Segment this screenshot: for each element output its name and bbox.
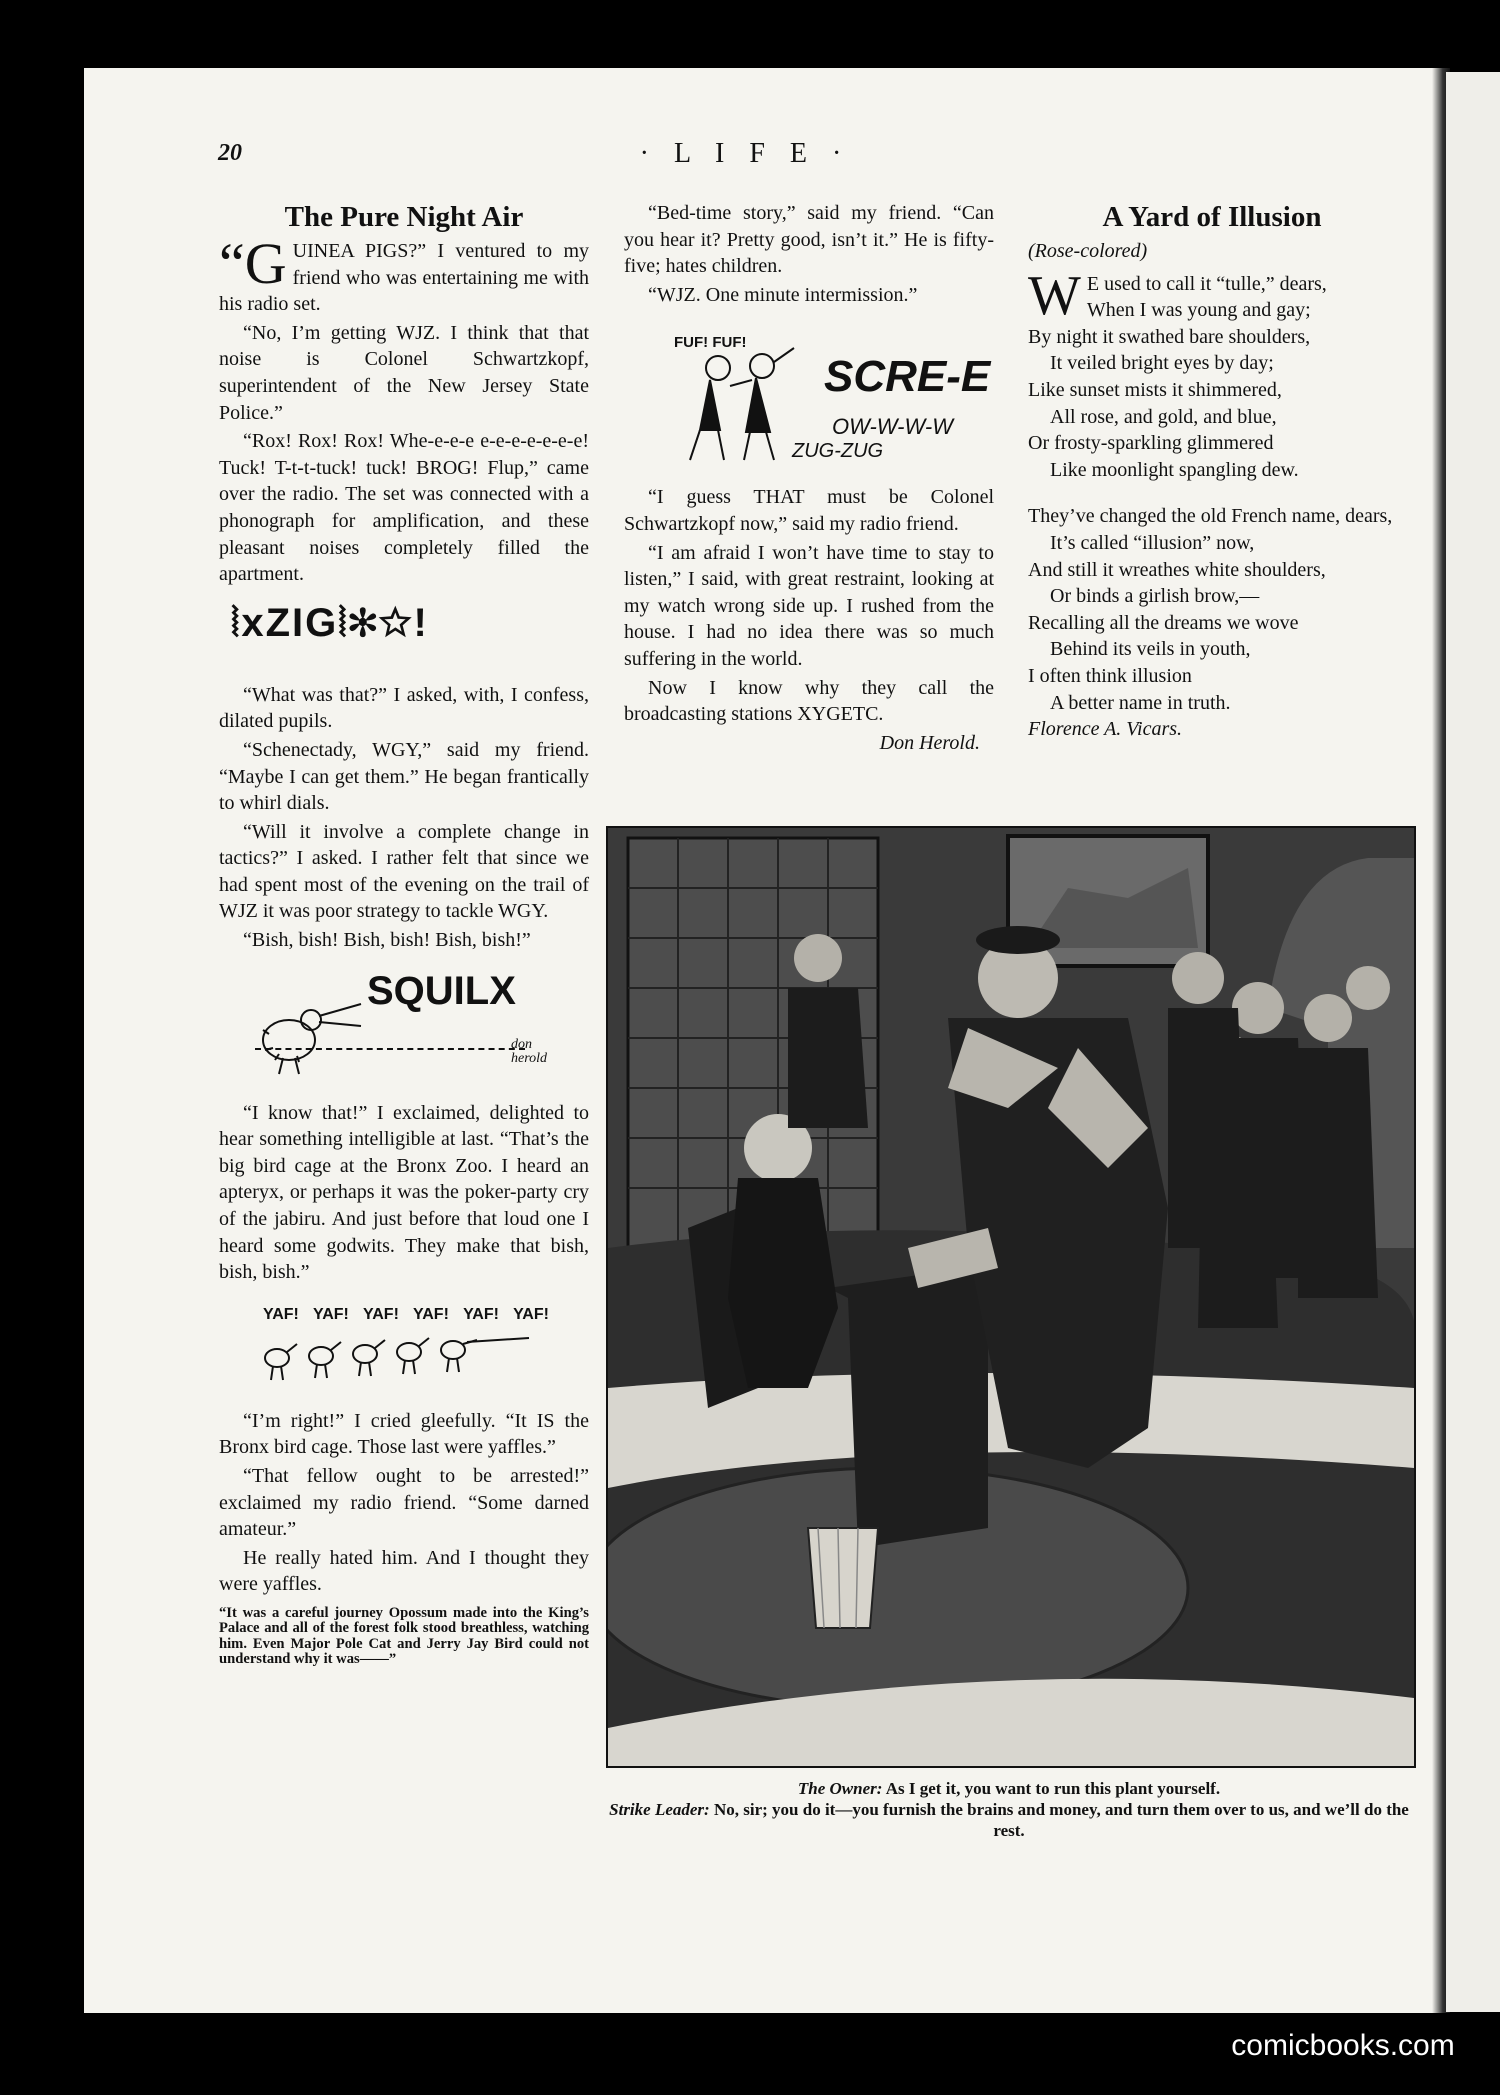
paragraph: “GUINEA PIGS?” I ventured to my friend who was entertaining me with his radio set. xyxy=(219,231,589,316)
paragraph: “I know that!” I exclaimed, delighted to hear something intelligible at last. “That’s the big bird cage at the Bronx Zoo. I heard an apteryx, or perhaps it was the poker-party cry of the jabiru. And just before that loud one I heard some godwits. They make that bish, bish, bish.” xyxy=(219,1101,589,1284)
scree-doodle: FUF! FUF! SCRE-E OW-W-W-W ZUG-ZUG xyxy=(624,322,994,472)
strike-cartoon-illustration xyxy=(606,826,1416,1768)
dashed-line xyxy=(255,1048,525,1050)
paragraph: “Bish, bish! Bish, bish! Bish, bish!” xyxy=(243,929,531,952)
paragraph: “What was that?” I asked, with, I confess, dilated pupils. xyxy=(219,683,589,733)
paragraph: “I’m right!” I cried gleefully. “It IS the Bronx bird cage. Those last were yaffles.” xyxy=(219,1409,589,1459)
bird-icon xyxy=(249,982,379,1082)
drop-cap: W xyxy=(1028,264,1081,327)
paragraph: “Will it involve a complete change in tactics?” I asked. I rather felt that since we had spent most of the evening on the trail of WJZ it was poor strategy to tackle WGY. xyxy=(219,820,589,923)
paragraph: “No, I’m getting WJZ. I think that that noise is Colonel Schwartzkopf, superintendent of the New Jersey State Police.” xyxy=(219,321,589,424)
column-pure-night-air xyxy=(219,200,589,1668)
paragraph: “I guess THAT must be Colonel Schwartzkopf now,” said my radio friend. xyxy=(624,486,994,535)
poem-subtitle: (Rose-colored) xyxy=(1028,240,1148,262)
zig-doodle: ⦚xZIG⦚✻☆! xyxy=(231,600,429,645)
stanza-2: They’ve changed the old French name, dears, It’s called “illusion” now, And still it wreathes white shoulders, Or binds a girlish brow,— Recalling all the dreams we wove Behind its veils in youth, I often think illusion A better name in truth. Florence A. Vicars. xyxy=(1028,503,1396,742)
next-page-edge xyxy=(1446,72,1500,2012)
paragraph: “WJZ. One minute intermission.” xyxy=(648,283,918,306)
stanza-1: W E used to call it “tulle,” dears, When I was young and gay; By night it swathed bare shoulders, It veiled bright eyes by day; Like sunset mists it shimmered, All rose, and gold, and blue, Or frosty-sparkling glimmered Like moonlight spangling dew. xyxy=(1028,264,1327,481)
paragraph: “Rox! Rox! Rox! Whe-e-e-e e-e-e-e-e-e-e! Tuck! T-t-t-tuck! tuck! BROG! Flup,” came over the radio. The set was connected with a phonograph for amplification, and these pleasant noises completely filled the apartment. xyxy=(219,430,589,586)
column-yard-of-illusion xyxy=(1028,200,1396,763)
drop-cap: “G xyxy=(219,231,287,296)
paragraph: “Schenectady, WGY,” said my friend. “Maybe I can get them.” He began frantically to whirl dials. xyxy=(219,738,589,815)
paragraph: “That fellow ought to be arrested!” exclaimed my radio friend. “Some darned amateur.” xyxy=(219,1465,589,1541)
poet-signature: Florence A. Vicars. xyxy=(1028,718,1183,741)
paragraph: “I am afraid I won’t have time to stay to listen,” I said, with great restraint, looking at my watch wrong side up. I rushed from the house. I had no idea there was so much suffering in the world. xyxy=(624,541,994,670)
small-birds-icon xyxy=(259,1328,539,1388)
artist-signature: don herold xyxy=(511,1036,548,1066)
masthead: · L I F E · xyxy=(639,138,851,169)
author-signature: Don Herold. xyxy=(879,731,980,754)
paragraph: Now I know why they call the broadcasting stations XYGETC. xyxy=(624,676,994,726)
paragraph: “Bed-time story,” said my friend. “Can you hear it? Pretty good, isn’t it.” He is fifty-five; hates children. xyxy=(624,202,994,278)
caption-speaker-strike-leader: Strike Leader: xyxy=(609,1800,710,1819)
poem-title: A Yard of Illusion xyxy=(1102,201,1322,233)
footnote: “It was a careful journey Opossum made into the King’s Palace and all of the forest folk stood breathless, watching him. Even Major Pole Cat and Jerry Jay Bird could not understand why it was——” xyxy=(219,1604,589,1668)
squilx-bird-doodle: SQUILX don herold xyxy=(219,968,589,1088)
site-watermark: comicbooks.com xyxy=(1198,2022,1488,2070)
paragraph: He really hated him. And I thought they were yaffles. xyxy=(219,1546,589,1596)
cartoon-scene-image xyxy=(608,828,1414,1766)
column-continuation xyxy=(624,200,994,756)
caption-speaker-owner: The Owner: xyxy=(797,1779,883,1798)
article-title: The Pure Night Air xyxy=(284,201,524,233)
cartoon-caption: The Owner: As I get it, you want to run this plant yourself. Strike Leader: No, sir; you do it—you furnish the brains and money, and turn them over to us, and we’ll do the rest. xyxy=(609,1779,1409,1840)
page-number: 20 xyxy=(218,140,242,166)
yaf-birds-doodle: YAF! YAF! YAF! YAF! YAF! YAF! xyxy=(219,1300,589,1396)
